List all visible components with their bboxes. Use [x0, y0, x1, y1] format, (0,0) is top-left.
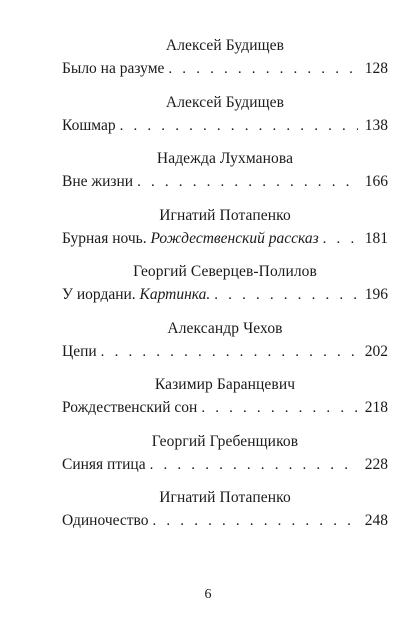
entry-line — [62, 229, 388, 249]
toc-entry — [62, 206, 388, 263]
entry-line — [62, 285, 388, 305]
entry-author: Игнатий Потапенко — [159, 489, 291, 506]
entry-page-number: 166 — [364, 173, 388, 190]
dot-leader — [168, 59, 358, 79]
table-of-contents — [62, 36, 388, 545]
entry-page-number: 128 — [364, 60, 388, 77]
toc-entry — [62, 319, 388, 376]
toc-entry — [62, 149, 388, 206]
entry-title: Цепи — [62, 342, 97, 360]
dot-leader — [101, 342, 358, 362]
entry-line — [62, 455, 388, 475]
toc-entry — [62, 375, 388, 432]
toc-entry — [62, 262, 388, 319]
entry-line — [62, 116, 388, 136]
entry-page-number: 228 — [364, 455, 388, 473]
entry-title: Синяя птица — [62, 455, 146, 473]
entry-line — [62, 511, 388, 531]
entry-line — [62, 342, 388, 362]
entry-page-number: 181 — [364, 229, 388, 247]
dot-leader — [323, 229, 358, 249]
entry-title: У иордани. Картинка. — [62, 286, 211, 303]
entry-line — [62, 172, 388, 192]
dot-leader — [120, 116, 358, 136]
entry-line — [62, 59, 388, 79]
entry-page-number: 248 — [364, 512, 388, 529]
entry-author: Казимир Баранцевич — [154, 376, 296, 393]
dot-leader — [214, 285, 358, 305]
page-number: 6 — [204, 587, 212, 602]
dot-leader — [153, 511, 359, 531]
entry-title: Кошмар — [62, 116, 116, 134]
entry-page-number: 202 — [364, 342, 388, 360]
entry-title: Было на разуме — [62, 60, 165, 77]
entry-title: Бурная ночь. Рождественский рассказ — [62, 229, 319, 247]
dot-leader — [137, 172, 358, 192]
entry-page-number: 218 — [364, 399, 388, 416]
entry-author: Георгий Гребенщиков — [151, 432, 299, 450]
entry-author: Александр Чехов — [167, 319, 283, 337]
entry-page-number: 196 — [364, 286, 388, 303]
toc-entry — [62, 93, 388, 150]
dot-leader — [201, 398, 358, 418]
entry-page-number: 138 — [364, 116, 388, 134]
entry-title: Вне жизни — [62, 173, 134, 190]
entry-author: Надежда Лухманова — [156, 150, 294, 167]
entry-subtitle: Рождественский рассказ — [150, 229, 319, 247]
toc-entry — [62, 488, 388, 545]
entry-subtitle: Картинка. — [139, 286, 211, 303]
entry-title: Рождественский сон — [62, 399, 198, 416]
dot-leader — [150, 455, 358, 475]
toc-entry — [62, 36, 388, 93]
entry-line — [62, 398, 388, 418]
entry-title: Одиночество — [62, 512, 149, 529]
entry-author: Игнатий Потапенко — [159, 206, 291, 224]
entry-author: Георгий Северцев-Полилов — [133, 263, 317, 280]
entry-author: Алексей Будищев — [165, 93, 285, 111]
entry-author: Алексей Будищев — [165, 37, 285, 54]
toc-entry — [62, 432, 388, 489]
